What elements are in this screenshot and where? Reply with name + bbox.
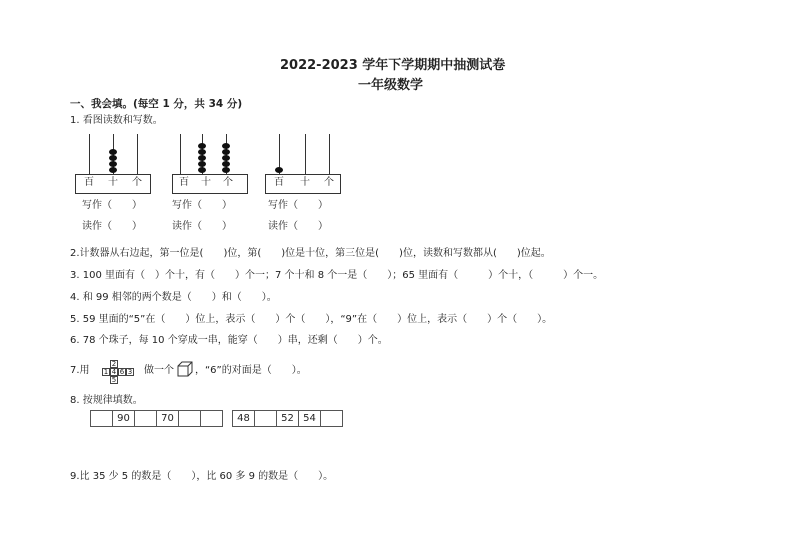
net-face: 4 <box>111 368 117 376</box>
net-face: 2 <box>111 360 117 368</box>
question-7-middle: 做一个 <box>144 365 174 376</box>
abacus-label-ones: 个 <box>324 177 334 188</box>
question-1: 1. 看图读数和写数。 <box>70 115 163 126</box>
question-9: 9.比 35 少 5 的数是（ ），比 60 多 9 的数是（ ）。 <box>70 471 334 482</box>
abacus-2 <box>172 134 248 194</box>
section-heading: 一、我会填。(每空 1 分，共 34 分) <box>70 98 243 110</box>
abacus-1 <box>75 134 151 194</box>
sequence-cell[interactable] <box>255 411 277 426</box>
abacus-label-tens: 十 <box>108 177 118 188</box>
sequence-cell: 48 <box>233 411 255 426</box>
question-6: 6. 78 个珠子，每 10 个穿成一串，能穿（ ）串，还剩（ ）个。 <box>70 335 388 346</box>
read-blank-1: 读作（ ） <box>82 221 142 232</box>
question-5: 5. 59 里面的“5”在（ ）位上，表示（ ）个（ ），“9”在（ ）位上，表示（ ）个（ ）。 <box>70 314 553 325</box>
question-8: 8. 按规律填数。 <box>70 395 143 406</box>
sequence-cell: 54 <box>299 411 321 426</box>
net-face: 6 <box>119 368 125 376</box>
sequence-cell[interactable] <box>201 411 222 426</box>
write-blank-3: 写作（ ） <box>268 200 328 211</box>
cube-icon <box>177 361 193 377</box>
question-7-prefix: 7.用 <box>70 365 90 376</box>
abacus-label-ones: 个 <box>223 177 233 188</box>
sequence-cell: 70 <box>157 411 179 426</box>
question-3: 3. 100 里面有（ ）个十，有（ ）个一；7 个十和 8 个一是（ ）；65 里面有（ ）个十，（ ）个一。 <box>70 270 604 281</box>
net-face: 3 <box>127 368 133 376</box>
write-blank-2: 写作（ ） <box>172 200 232 211</box>
sequence-cell: 90 <box>113 411 135 426</box>
question-2: 2.计数器从右边起，第一位是( )位，第( )位是十位，第三位是( )位，读数和写数都从( )位起。 <box>70 248 551 259</box>
abacus-label-tens: 十 <box>300 177 310 188</box>
question-4: 4. 和 99 相邻的两个数是（ ）和（ ）。 <box>70 292 277 303</box>
sequence-row-1 <box>90 410 223 427</box>
page-title: 2022-2023 学年下学期期中抽测试卷 <box>280 58 506 73</box>
abacus-label-hundreds: 百 <box>274 177 284 188</box>
abacus-label-hundreds: 百 <box>84 177 94 188</box>
abacus-label-tens: 十 <box>201 177 211 188</box>
abacus-label-ones: 个 <box>132 177 142 188</box>
sequence-cell[interactable] <box>91 411 113 426</box>
sequence-cell[interactable] <box>135 411 157 426</box>
page-subtitle: 一年级数学 <box>358 78 424 93</box>
sequence-cell[interactable] <box>321 411 342 426</box>
net-face: 1 <box>103 368 109 376</box>
question-7-suffix: ，“6”的对面是（ ）。 <box>195 365 307 376</box>
sequence-cell: 52 <box>277 411 299 426</box>
read-blank-3: 读作（ ） <box>268 221 328 232</box>
sequence-row-2 <box>232 410 343 427</box>
sequence-cell[interactable] <box>179 411 201 426</box>
net-face: 5 <box>111 376 117 384</box>
cube-net <box>98 358 142 386</box>
write-blank-1: 写作（ ） <box>82 200 142 211</box>
read-blank-2: 读作（ ） <box>172 221 232 232</box>
abacus-3 <box>265 134 341 194</box>
abacus-label-hundreds: 百 <box>179 177 189 188</box>
